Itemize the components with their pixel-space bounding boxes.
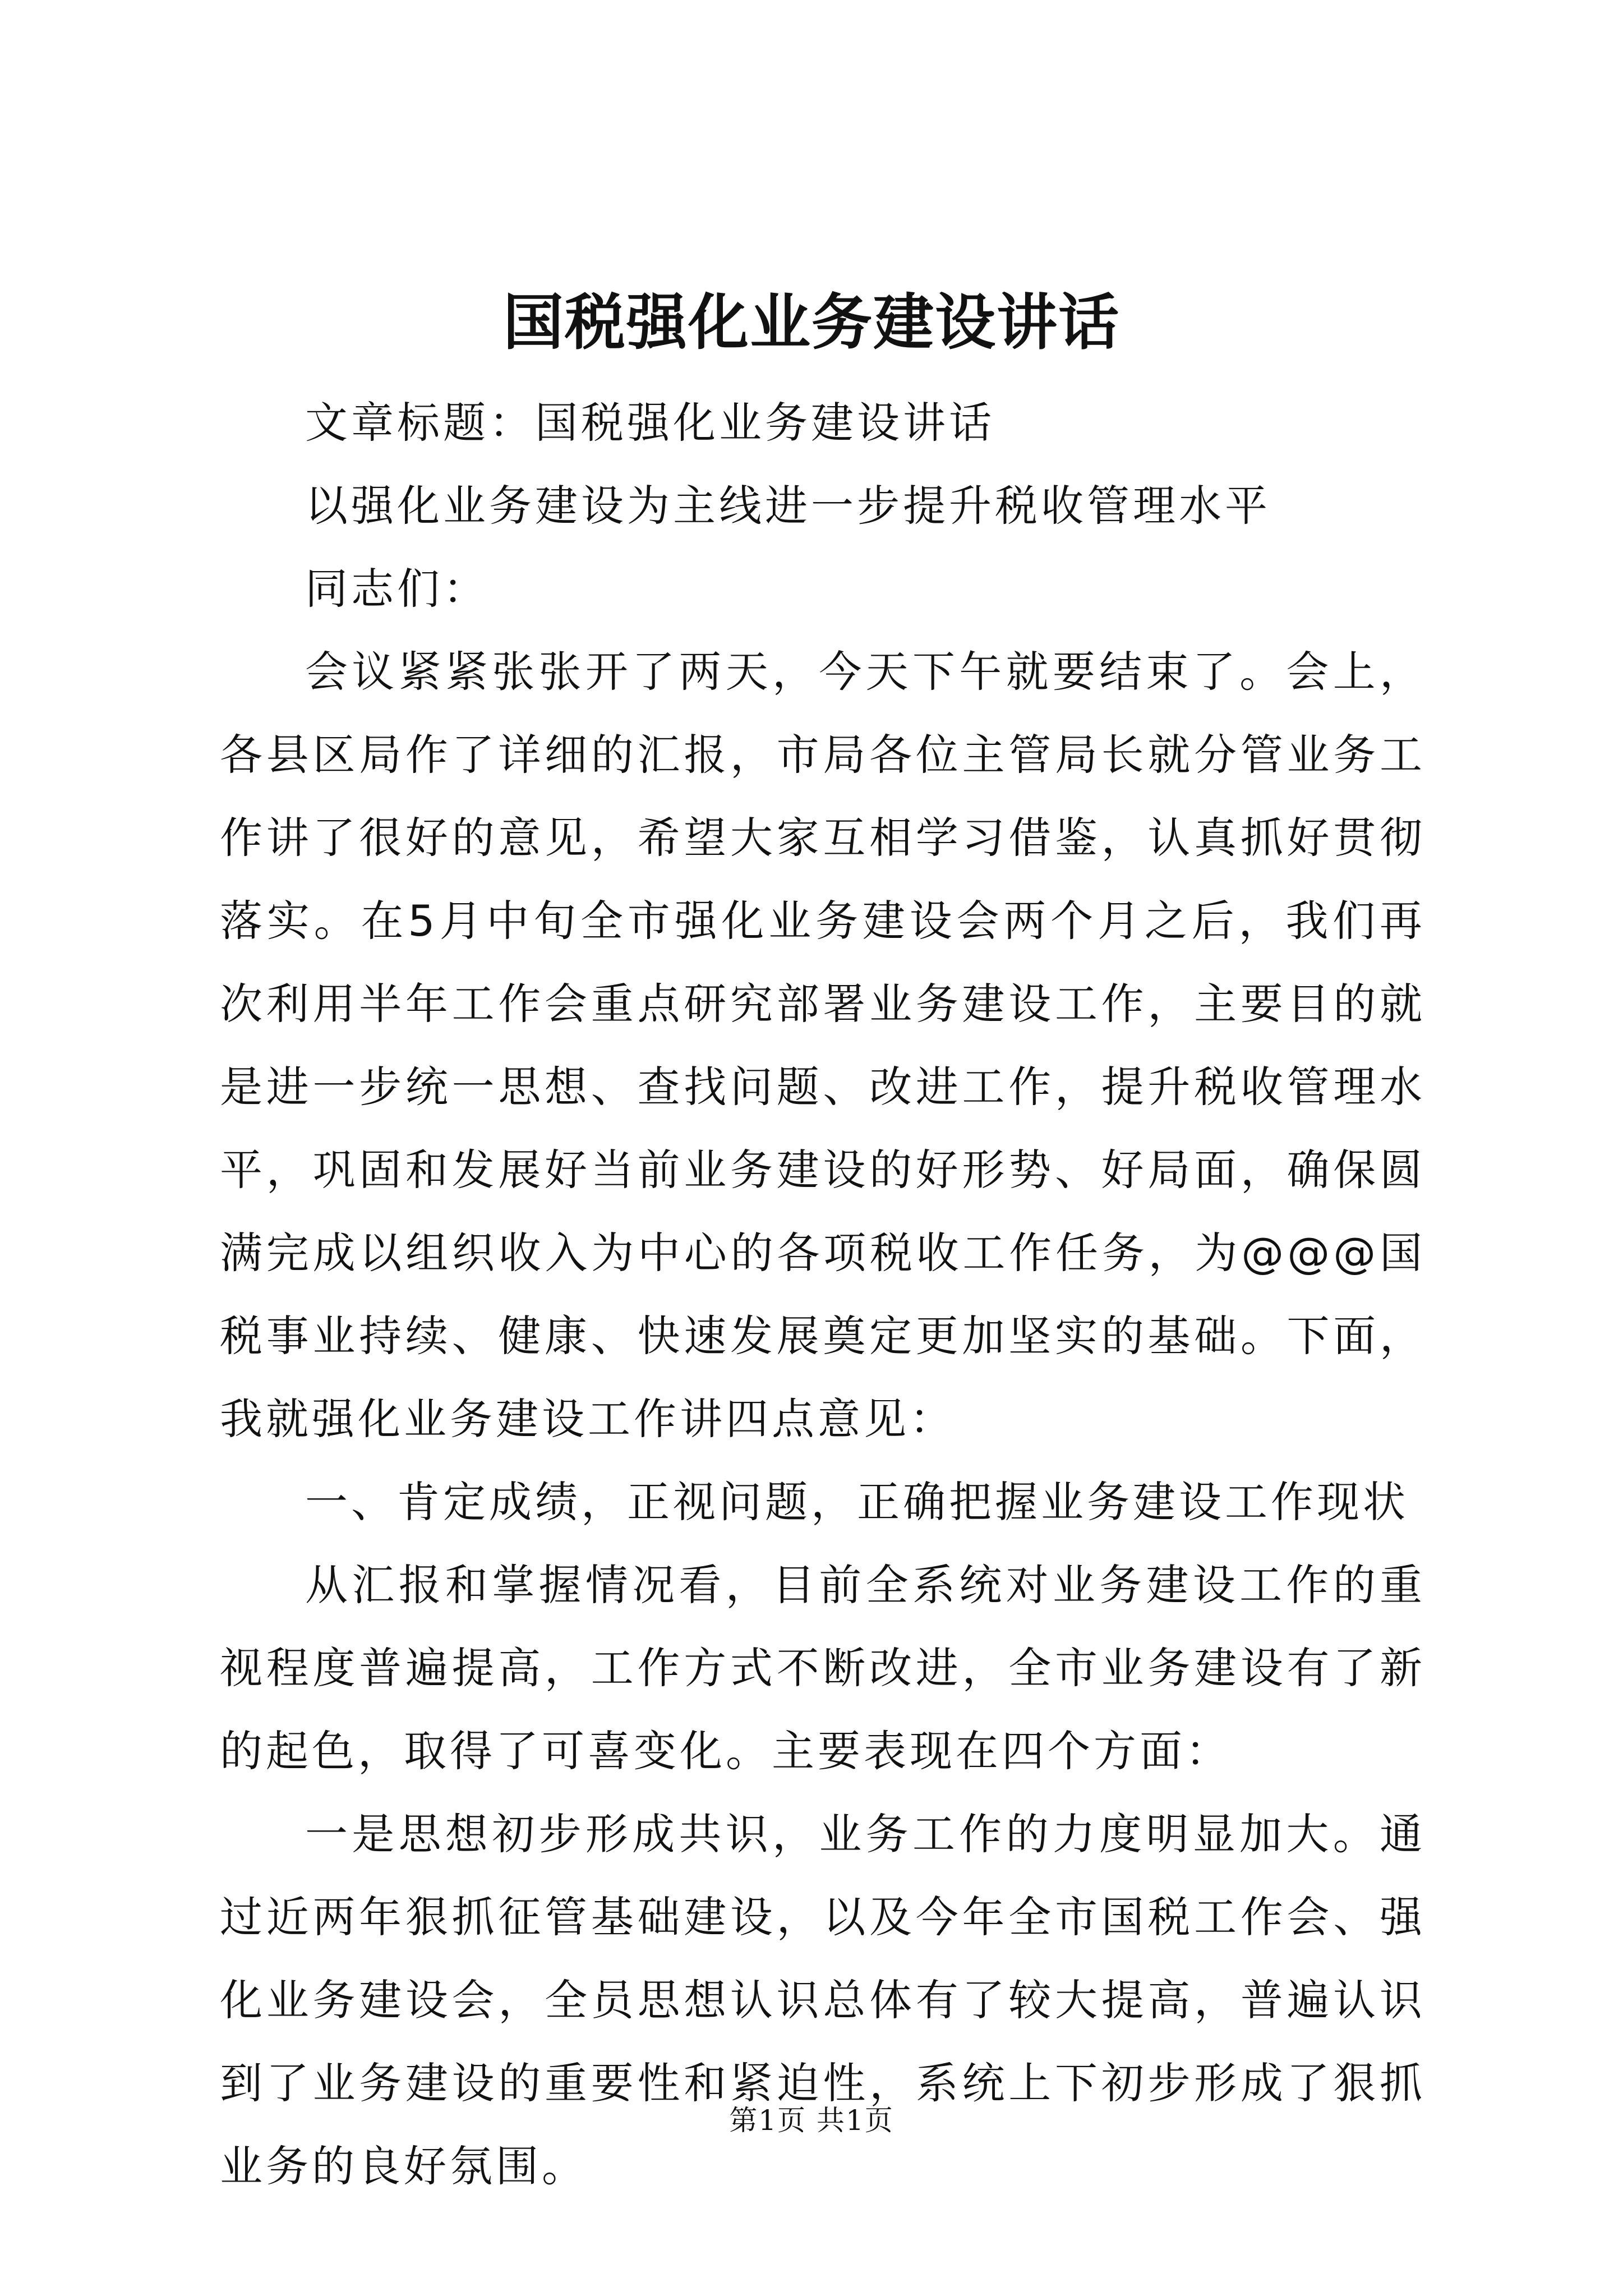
article-title-line: 文章标题：国税强化业务建设讲话 <box>305 398 995 448</box>
body-paragraph: 从汇报和掌握情况看，目前全系统对业务建设工作的重视程度普遍提高，工作方式不断改进，全市业务建设有了新的起色，取得了可喜变化。主要表现在四个方面： <box>220 1560 1426 1776</box>
section-heading: 一、肯定成绩，正视问题，正确把握业务建设工作现状 <box>305 1477 1409 1527</box>
body-paragraph: 会议紧紧张张开了两天，今天下午就要结束了。会上，各县区局作了详细的汇报，市局各位主管局长就分管业务工作讲了很好的意见，希望大家互相学习借鉴，认真抓好贯彻落实。在5月中旬全市强化业务建设会两个月之后，我们再次利用半年工作会重点研究部署业务建设工作，主要目的就是进一步统一思想、查找问题、改进工作，提升税收管理水平，巩固和发展好当前业务建设的好形势、好局面，确保圆满完成以组织收入为中心的各项税收工作任务，为@@@国税事业持续、健康、快速发展奠定更加坚实的基础。下面，我就强化业务建设工作讲四点意见： <box>220 647 1426 1444</box>
document-body <box>220 381 1426 2208</box>
salutation: 同志们： <box>305 564 489 614</box>
subtitle-line: 以强化业务建设为主线进一步提升税收管理水平 <box>305 481 1271 531</box>
page-footer: 第1页 共1页 <box>729 2104 894 2137</box>
body-paragraph: 一是思想初步形成共识，业务工作的力度明显加大。通过近两年狠抓征管基础建设，以及今年全市国税工作会、强化业务建设会，全员思想认识总体有了较大提高，普遍认识到了业务建设的重要性和紧迫性，系统上下初步形成了狠抓业务的良好氛围。 <box>220 1809 1426 2191</box>
document-title: 国税强化业务建设讲话 <box>502 287 1120 358</box>
